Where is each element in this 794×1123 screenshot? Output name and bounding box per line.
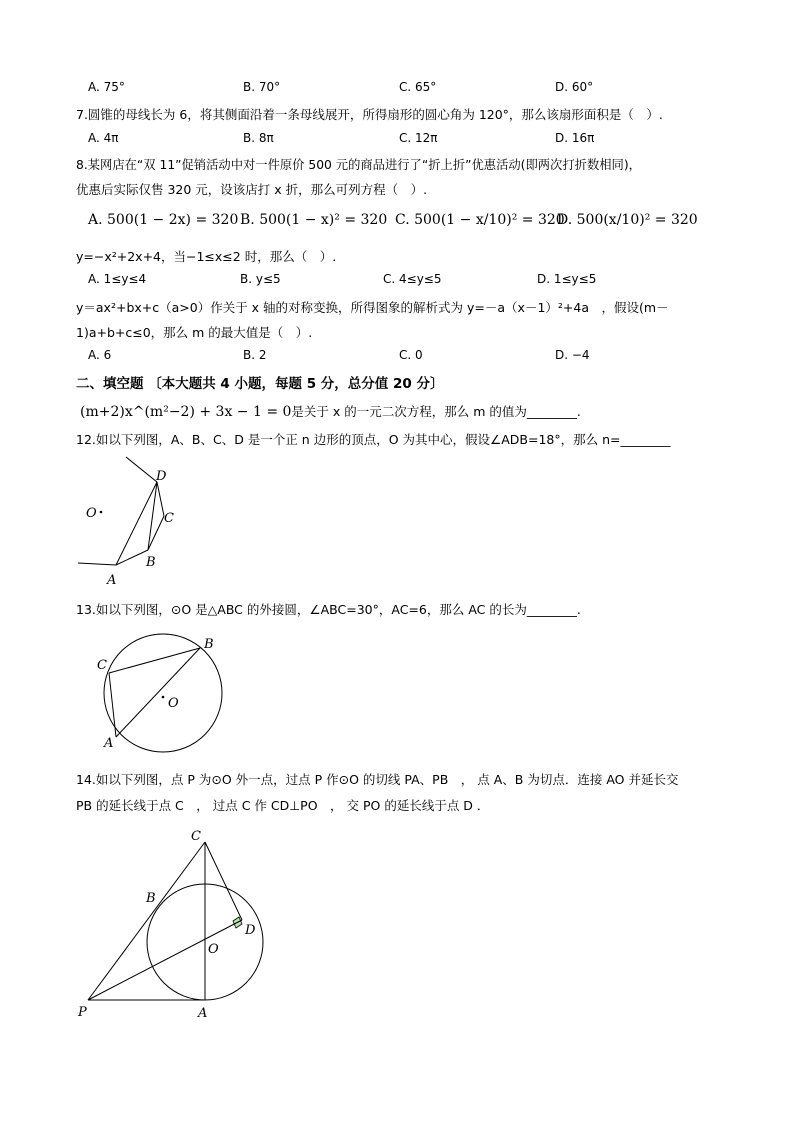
q11-equation: (m+2)x^(m²−2) + 3x − 1 = 0 bbox=[80, 404, 292, 420]
q12-label-a: A bbox=[107, 573, 117, 588]
q12-label-d: D bbox=[156, 469, 167, 484]
q14-label-c: C bbox=[191, 829, 201, 844]
q8-option-d: D. 500(x/10)² = 320 bbox=[557, 212, 698, 228]
q10-option-d: D. −4 bbox=[555, 348, 590, 362]
q9-option-d: D. 1≤y≤5 bbox=[537, 272, 597, 286]
q14-line2: PB 的延长线于点 C ， 过点 C 作 CD⊥PO ， 交 PO 的延长线于点 D ． bbox=[76, 798, 490, 813]
q12-text: 12.如以下列图，A、B、C、D 是一个正 n 边形的顶点，O 为其中心，假设∠ADB=18°，那么 n=________ bbox=[76, 432, 671, 447]
q9-option-c: C. 4≤y≤5 bbox=[383, 272, 442, 286]
q13-label-b: B bbox=[204, 637, 214, 652]
q13-text: 13.如以下列图，⊙O 是△ABC 的外接圆，∠ABC=30°，AC=6，那么 AC 的长为________. bbox=[76, 602, 581, 617]
q10-line2: 1)a+b+c≤0，那么 m 的最大值是（ ）. bbox=[76, 325, 313, 340]
q10-option-b: B. 2 bbox=[243, 348, 267, 362]
q10-option-a: A. 6 bbox=[88, 348, 112, 362]
q14-label-a: A bbox=[198, 1006, 208, 1021]
q6-option-b: B. 70° bbox=[243, 80, 281, 94]
q8-line2: 优惠后实际仅售 320 元，设该店打 x 折，那么可列方程（ ）. bbox=[76, 182, 428, 197]
q12-label-o: O bbox=[86, 506, 97, 521]
q8-option-c: C. 500(1 − x/10)² = 320 bbox=[395, 212, 565, 228]
q6-option-d: D. 60° bbox=[555, 80, 594, 94]
q8-option-a: A. 500(1 − 2x) = 320 bbox=[88, 212, 239, 228]
q11-text: 是关于 x 的一元二次方程，那么 m 的值为________. bbox=[291, 404, 581, 419]
q7-option-d: D. 16π bbox=[555, 131, 595, 145]
q10-option-c: C. 0 bbox=[399, 348, 423, 362]
q14-label-p: P bbox=[78, 1005, 87, 1020]
q12-label-c: C bbox=[164, 511, 174, 526]
q9-option-a: A. 1≤y≤4 bbox=[88, 272, 147, 286]
q7-option-c: C. 12π bbox=[399, 131, 438, 145]
q13-label-a: A bbox=[104, 736, 114, 751]
q13-label-o: O bbox=[168, 696, 179, 711]
q14-label-o: O bbox=[208, 942, 219, 957]
q9-text: y=−x²+2x+4，当−1≤x≤2 时，那么（ ）. bbox=[76, 249, 337, 264]
q14-line1: 14.如以下列图，点 P 为⊙O 外一点，过点 P 作⊙O 的切线 PA、PB ， 点 A、B 为切点．连接 AO 并延长交 bbox=[76, 772, 679, 787]
q13-label-c: C bbox=[97, 658, 107, 673]
q7-option-b: B. 8π bbox=[243, 131, 274, 145]
q10-line1: y＝ax²+bx+c（a>0）作关于 x 轴的对称变换，所得图象的解析式为 y=－a（x－1）²+4a ，假设(m－ bbox=[76, 300, 669, 315]
q14-label-b: B bbox=[146, 891, 156, 906]
q6-option-c: C. 65° bbox=[399, 80, 437, 94]
q14-label-d: D bbox=[245, 923, 256, 938]
q8-option-b: B. 500(1 − x)² = 320 bbox=[240, 212, 388, 228]
q12-label-b: B bbox=[146, 555, 156, 570]
q8-line1: 8.某网店在“双 11”促销活动中对一件原价 500 元的商品进行了“折上折”优惠活动(即两次打折数相同)， bbox=[76, 158, 641, 172]
q9-option-b: B. y≤5 bbox=[240, 272, 281, 286]
q7-text: 7.圆锥的母线长为 6，将其侧面沿着一条母线展开，所得扇形的圆心角为 120°，那么该扇形面积是（ ）. bbox=[76, 107, 663, 122]
section-title: 二、填空题 〔本大题共 4 小题，每题 5 分，总分值 20 分〕 bbox=[76, 376, 444, 392]
q7-option-a: A. 4π bbox=[88, 131, 119, 145]
q6-option-a: A. 75° bbox=[88, 80, 125, 94]
